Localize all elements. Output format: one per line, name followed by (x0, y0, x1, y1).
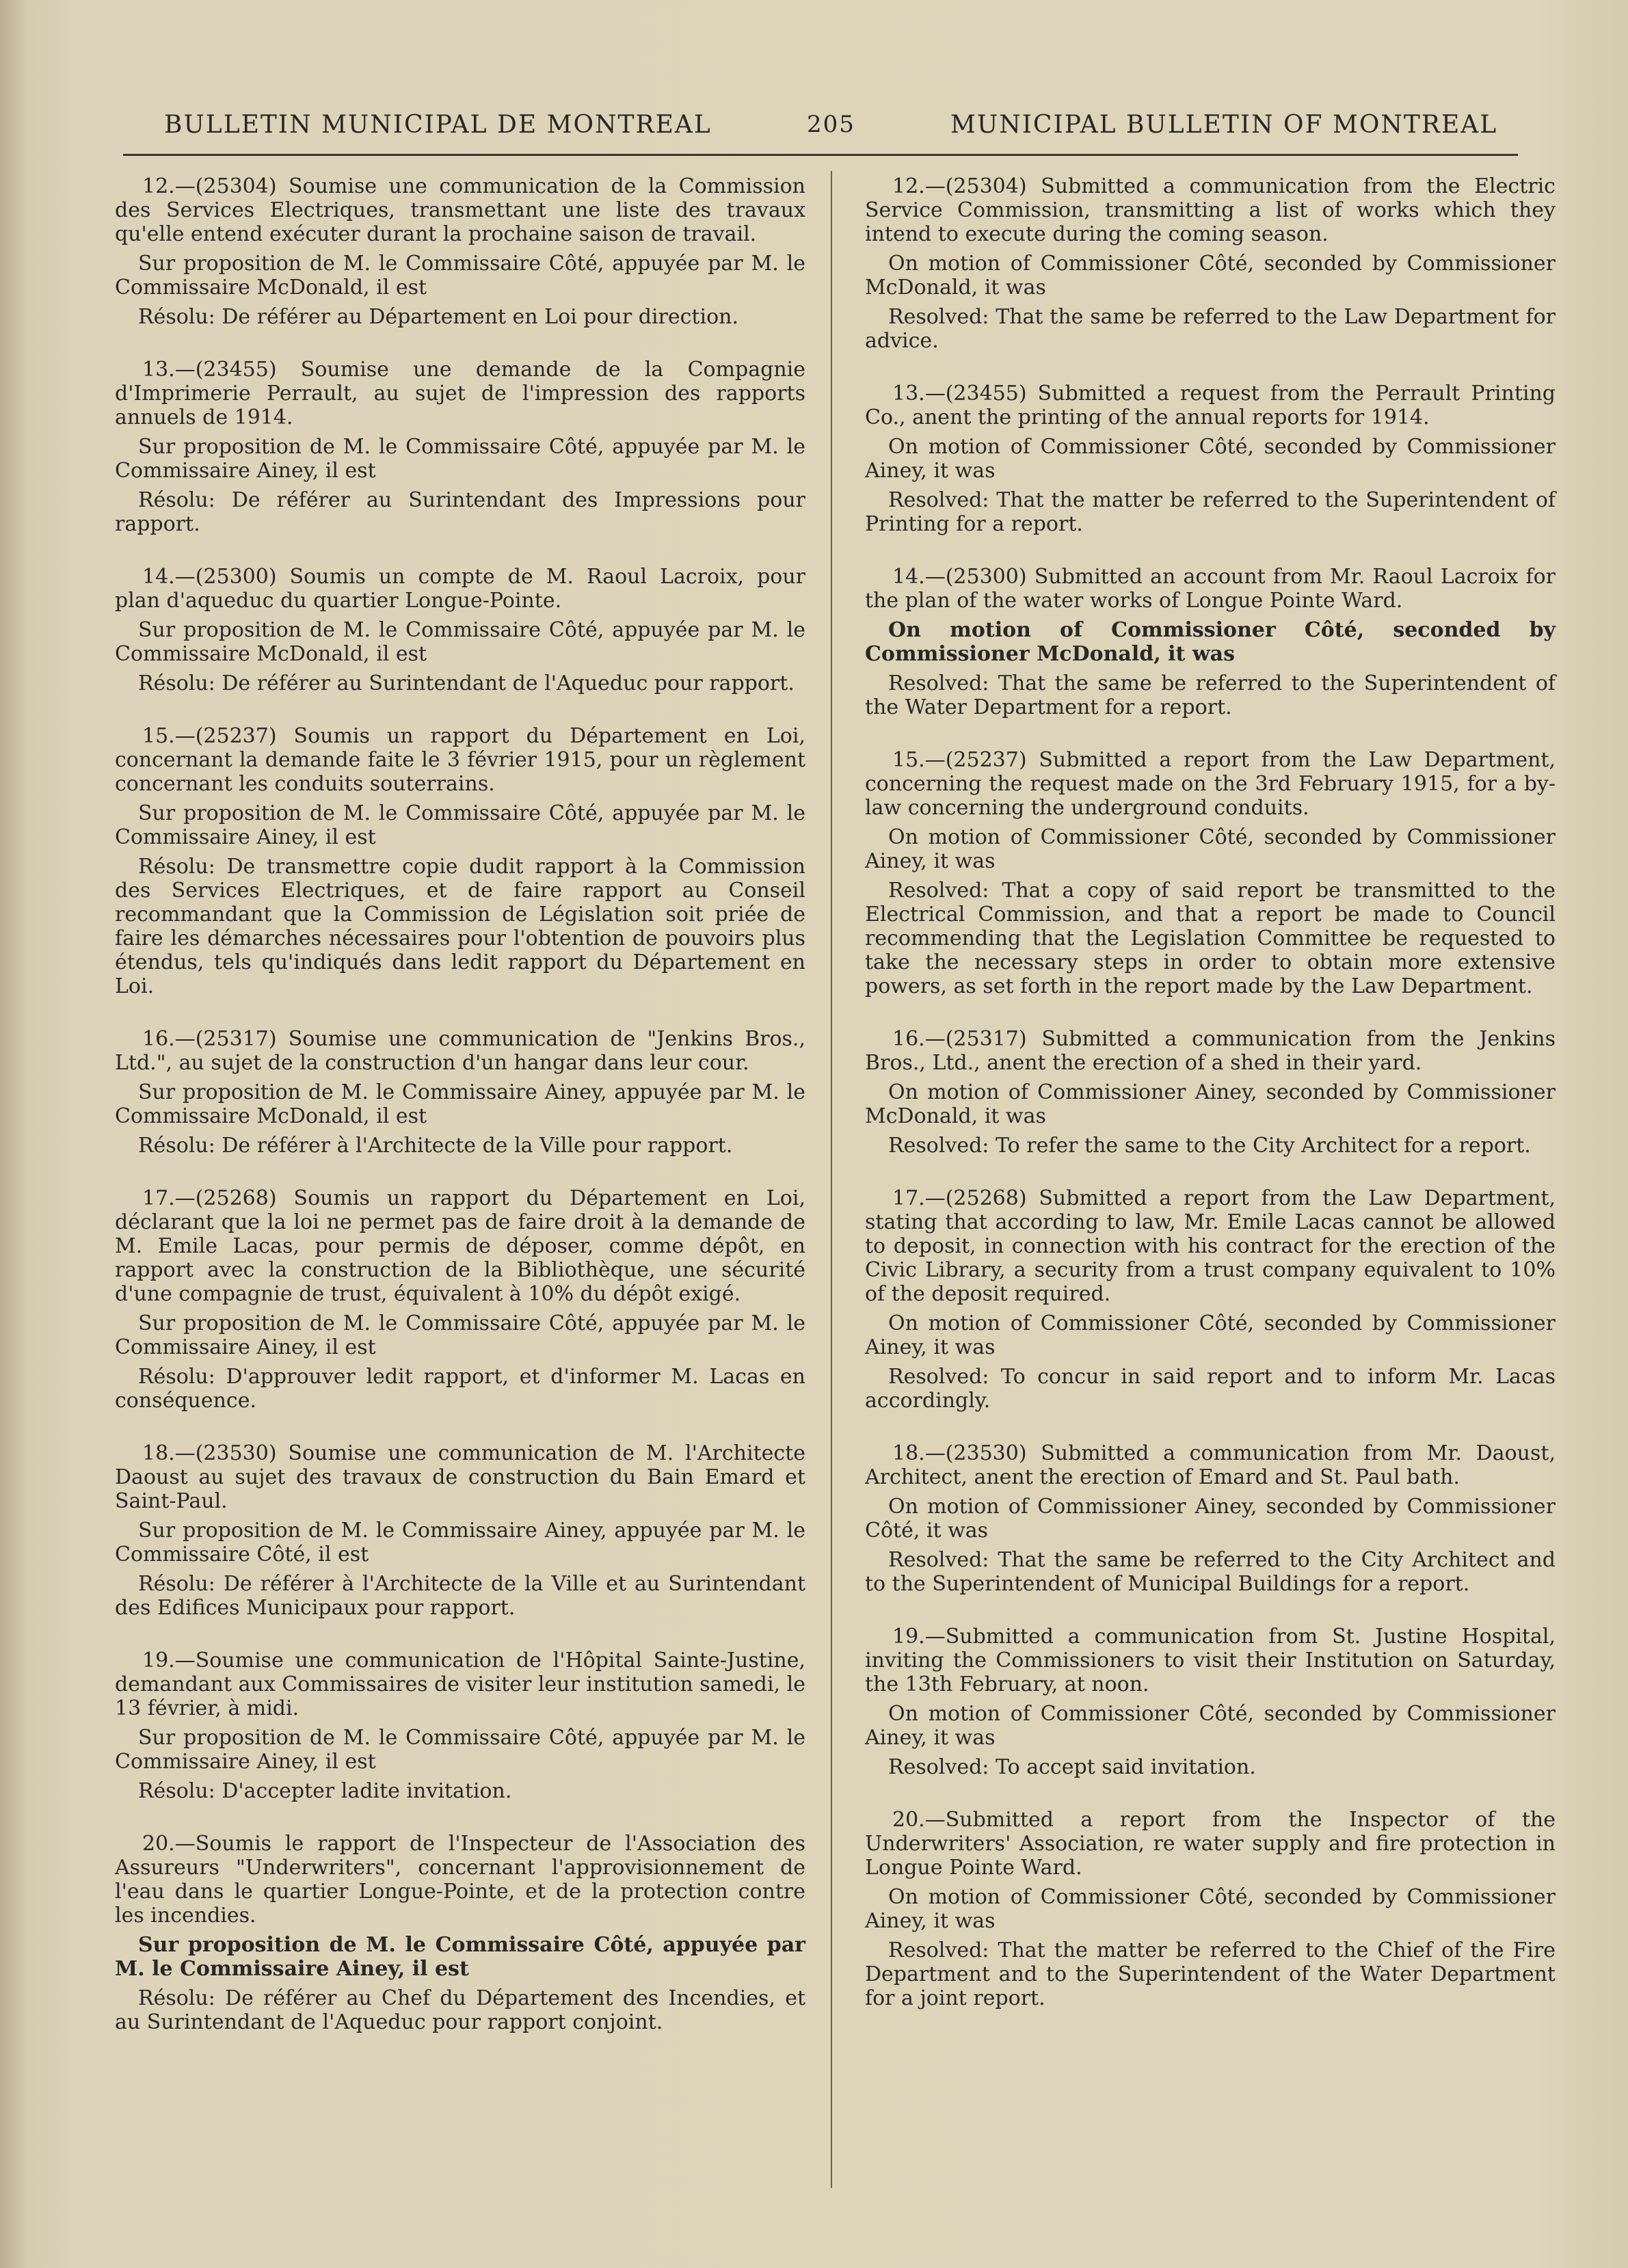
item-motion: Sur proposition de M. le Commissaire Côté, appuyée par M. le Commissaire Ainey, il est (115, 1726, 805, 1774)
minute-item-fr-20 (115, 1832, 805, 2034)
item-resolution: Résolu: D'approuver ledit rapport, et d'informer M. Lacas en conséquence. (115, 1365, 805, 1413)
minute-item-fr-16 (115, 1027, 805, 1158)
item-entry: 17.—(25268) Soumis un rapport du Département en Loi, déclarant que la loi ne permet pas de faire droit à la demande de M. Emile Lacas, pour permis de déposer, comme dépôt, en rapport avec la construction de la Bibliothèque, une sécurité d'une compagnie de trust, équivalent à 10% du dépôt exigé. (115, 1186, 805, 1306)
item-resolution: Résolu: De référer au Surintendant de l'Aqueduc pour rapport. (138, 671, 795, 695)
item-entry: 15.—(25237) Soumis un rapport du Département en Loi, concernant la demande faite le 3 février 1915, pour un règlement concernant les conduits souterrains. (115, 724, 805, 796)
item-motion: On motion of Commissioner Côté, seconded by Commissioner Ainey, it was (865, 1311, 1556, 1359)
item-resolution: Résolu: De transmettre copie dudit rapport à la Commission des Services Electriques, et de faire rapport au Conseil recommandant que la Commission de Législation soit priée de faire les démarches nécessaires pour l'obtention de pouvoirs plus étendus, tels qu'indiqués dans ledit rapport du Département en Loi. (115, 855, 805, 998)
item-entry: 20.—Submitted a report from the Inspector of the Underwriters' Association, re water supply and fire protection in Longue Pointe Ward. (865, 1808, 1556, 1880)
item-motion: On motion of Commissioner Ainey, seconded by Commissioner McDonald, it was (865, 1080, 1556, 1128)
item-entry: 16.—(25317) Soumise une communication de "Jenkins Bros., Ltd.", au sujet de la construction d'un hangar dans leur cour. (115, 1027, 805, 1075)
item-resolution: Resolved: To accept said invitation. (888, 1755, 1256, 1779)
item-motion: Sur proposition de M. le Commissaire Ainey, appuyée par M. le Commissaire Côté, il est (115, 1519, 805, 1566)
item-motion: Sur proposition de M. le Commissaire Côté, appuyée par M. le Commissaire Ainey, il est (115, 801, 805, 849)
minute-item-en-17 (865, 1186, 1556, 1413)
english-column (865, 174, 1556, 2039)
item-resolution: Resolved: That the same be referred to the Superintendent of the Water Department for a report. (865, 671, 1556, 719)
item-motion: Sur proposition de M. le Commissaire Côté, appuyée par M. le Commissaire Ainey, il est (115, 1933, 805, 1981)
item-entry: 18.—(23530) Submitted a communication from Mr. Daoust, Architect, anent the erection of Emard and St. Paul bath. (865, 1441, 1556, 1489)
item-motion: On motion of Commissioner Côté, seconded by Commissioner Ainey, it was (865, 825, 1556, 873)
item-motion: On motion of Commissioner Côté, seconded by Commissioner Ainey, it was (865, 435, 1556, 483)
item-entry: 19.—Soumise une communication de l'Hôpital Sainte-Justine, demandant aux Commissaires de visiter leur institution samedi, le 13 février, à midi. (115, 1649, 805, 1720)
minute-item-fr-13 (115, 358, 805, 536)
item-entry: 18.—(23530) Soumise une communication de M. l'Architecte Daoust au sujet des travaux de construction du Bain Emard et Saint-Paul. (115, 1441, 805, 1513)
minute-item-fr-12 (115, 174, 805, 329)
header-title-english: MUNICIPAL BULLETIN OF MONTREAL (950, 111, 1498, 139)
item-motion: On motion of Commissioner Côté, seconded by Commissioner Ainey, it was (865, 1885, 1556, 1933)
item-resolution: Resolved: That the matter be referred to the Superintendent of Printing for a report. (865, 488, 1556, 536)
item-resolution: Résolu: De référer à l'Architecte de la Ville pour rapport. (138, 1134, 733, 1158)
minute-item-fr-18 (115, 1441, 805, 1620)
minute-item-en-19 (865, 1625, 1556, 1779)
item-resolution: Resolved: That a copy of said report be transmitted to the Electrical Commission, and that a report be made to Council recommending that the Legislation Committee be requested to take the necessary steps in order to obtain more extensive powers, as set forth in the report made by the Law Department. (865, 879, 1556, 998)
item-resolution: Resolved: That the same be referred to the City Architect and to the Superintendent of Municipal Buildings for a report. (865, 1548, 1556, 1596)
item-resolution: Resolved: To refer the same to the City Architect for a report. (888, 1134, 1531, 1158)
minute-item-en-13 (865, 382, 1556, 536)
minute-item-en-16 (865, 1027, 1556, 1158)
header-rule (123, 154, 1518, 156)
item-motion: Sur proposition de M. le Commissaire Ainey, appuyée par M. le Commissaire McDonald, il est (115, 1080, 805, 1128)
minute-item-en-20 (865, 1808, 1556, 2010)
item-entry: 13.—(23455) Submitted a request from the Perrault Printing Co., anent the printing of the annual reports for 1914. (865, 382, 1556, 429)
item-motion: Sur proposition de M. le Commissaire Côté, appuyée par M. le Commissaire McDonald, il est (115, 252, 805, 299)
item-motion: Sur proposition de M. le Commissaire Côté, appuyée par M. le Commissaire McDonald, il est (115, 618, 805, 666)
item-resolution: Resolved: That the same be referred to the Law Department for advice. (865, 305, 1556, 353)
item-entry: 12.—(25304) Submitted a communication from the Electric Service Commission, transmitting a list of works which they intend to execute during the coming season. (865, 174, 1556, 246)
item-resolution: Résolu: De référer à l'Architecte de la Ville et au Surintendant des Edifices Municipaux pour rapport. (115, 1572, 805, 1620)
french-column (115, 174, 805, 2063)
item-entry: 14.—(25300) Soumis un compte de M. Raoul Lacroix, pour plan d'aqueduc du quartier Longue-Pointe. (115, 565, 805, 613)
page-number: 205 (807, 111, 855, 138)
item-entry: 16.—(25317) Submitted a communication from the Jenkins Bros., Ltd., anent the erection of a shed in their yard. (865, 1027, 1556, 1075)
item-entry: 15.—(25237) Submitted a report from the Law Department, concerning the request made on the 3rd February 1915, for a by-law concerning the underground conduits. (865, 748, 1556, 820)
item-resolution: Résolu: De référer au Département en Loi pour direction. (138, 305, 738, 329)
minute-item-fr-17 (115, 1186, 805, 1413)
item-entry: 17.—(25268) Submitted a report from the Law Department, stating that according to law, Mr. Emile Lacas cannot be allowed to deposit, in connection with his contract for the erection of the Civic Library, a security from a trust company equivalent to 10% of the deposit required. (865, 1186, 1556, 1306)
column-divider (831, 171, 832, 2188)
item-motion: On motion of Commissioner Côté, seconded by Commissioner McDonald, it was (865, 618, 1556, 666)
item-entry: 20.—Soumis le rapport de l'Inspecteur de l'Association des Assureurs "Underwriters", concernant l'approvisionnement de l'eau dans le quartier Longue-Pointe, et de la protection contre les incendies. (115, 1832, 805, 1927)
item-motion: On motion of Commissioner Côté, seconded by Commissioner McDonald, it was (865, 252, 1556, 299)
minute-item-en-12 (865, 174, 1556, 353)
item-entry: 13.—(23455) Soumise une demande de la Compagnie d'Imprimerie Perrault, au sujet de l'impression des rapports annuels de 1914. (115, 358, 805, 429)
header-title-french: BULLETIN MUNICIPAL DE MONTREAL (164, 111, 712, 139)
minute-item-en-18 (865, 1441, 1556, 1596)
item-resolution: Résolu: De référer au Chef du Département des Incendies, et au Surintendant de l'Aqueduc pour rapport conjoint. (115, 1986, 805, 2034)
item-resolution: Résolu: D'accepter ladite invitation. (138, 1779, 512, 1803)
item-motion: On motion of Commissioner Côté, seconded by Commissioner Ainey, it was (865, 1702, 1556, 1750)
item-motion: Sur proposition de M. le Commissaire Côté, appuyée par M. le Commissaire Ainey, il est (115, 435, 805, 483)
minute-item-en-14 (865, 565, 1556, 719)
minute-item-fr-14 (115, 565, 805, 695)
minute-item-fr-15 (115, 724, 805, 998)
item-resolution: Resolved: To concur in said report and to inform Mr. Lacas accordingly. (865, 1365, 1556, 1413)
item-resolution: Resolved: That the matter be referred to the Chief of the Fire Department and to the Superintendent of the Water Department for a joint report. (865, 1938, 1556, 2010)
page-header (157, 103, 1498, 150)
item-entry: 12.—(25304) Soumise une communication de la Commission des Services Electriques, transmettant une liste des travaux qu'elle entend exécuter durant la prochaine saison de travail. (115, 174, 805, 246)
item-resolution: Résolu: De référer au Surintendant des Impressions pour rapport. (115, 488, 805, 536)
item-entry: 14.—(25300) Submitted an account from Mr. Raoul Lacroix for the plan of the water works of Longue Pointe Ward. (865, 565, 1556, 613)
minute-item-en-15 (865, 748, 1556, 998)
minute-item-fr-19 (115, 1649, 805, 1803)
item-entry: 19.—Submitted a communication from St. Justine Hospital, inviting the Commissioners to visit their Institution on Saturday, the 13th February, at noon. (865, 1625, 1556, 1696)
item-motion: On motion of Commissioner Ainey, seconded by Commissioner Côté, it was (865, 1495, 1556, 1543)
item-motion: Sur proposition de M. le Commissaire Côté, appuyée par M. le Commissaire Ainey, il est (115, 1311, 805, 1359)
